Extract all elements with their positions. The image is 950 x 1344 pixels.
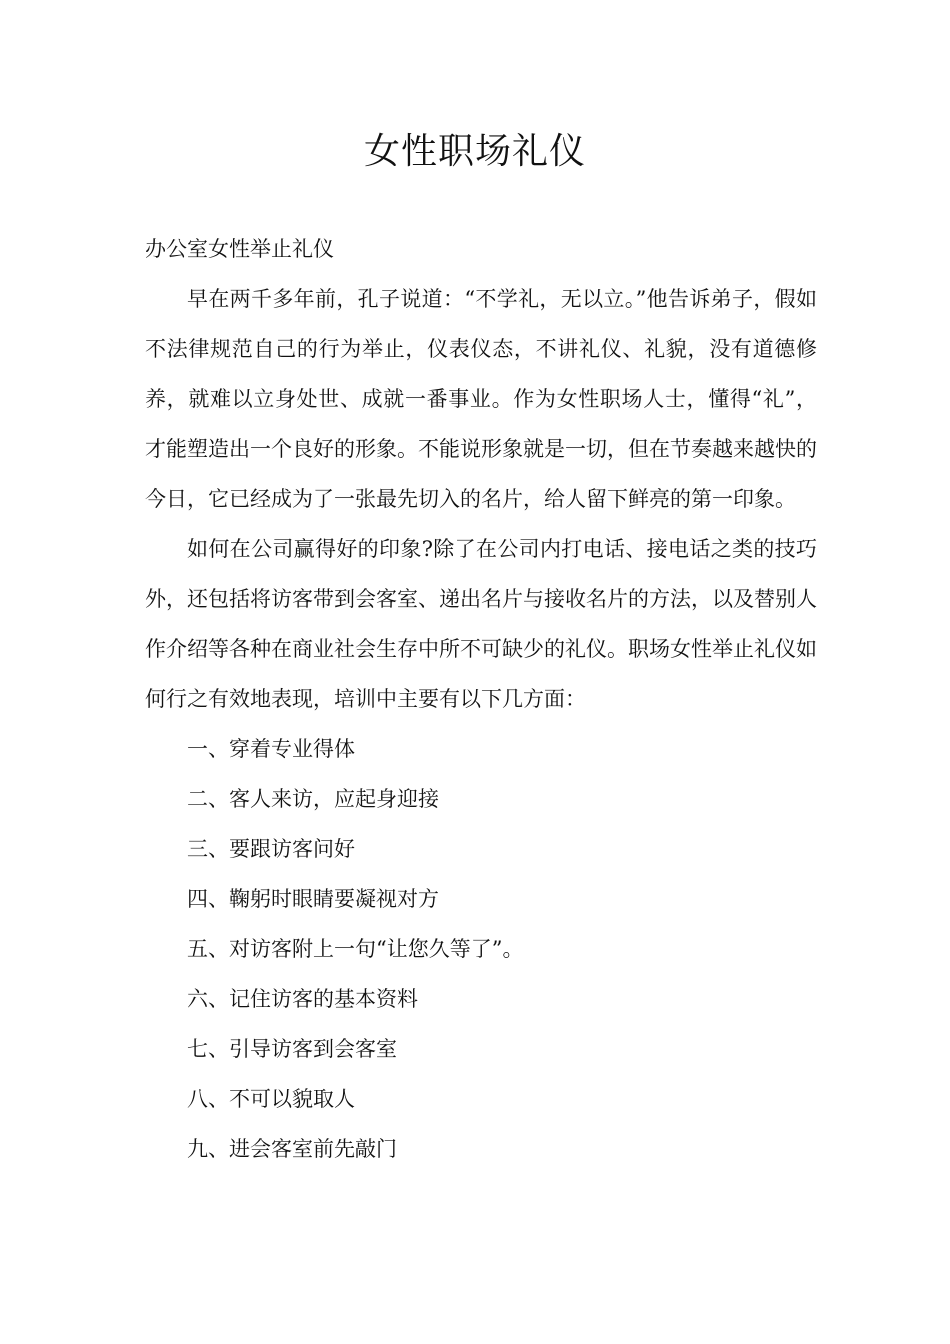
list-item: 五、对访客附上一句“让您久等了”。: [187, 937, 524, 961]
section-heading: 办公室女性举止礼仪: [145, 237, 334, 261]
list-item: 九、进会客室前先敲门: [187, 1137, 397, 1161]
list-item: 二、客人来访，应起身迎接: [187, 787, 439, 811]
document-body: [145, 224, 817, 1174]
list-item: 四、鞠躬时眼睛要凝视对方: [187, 887, 439, 911]
list-item: 一、穿着专业得体: [187, 737, 355, 761]
document-title: 女性职场礼仪: [363, 131, 586, 172]
paragraph-intro: 早在两千多年前，孔子说道：“不学礼，无以立。”他告诉弟子，假如不法律规范自己的行为举止，仪表仪态，不讲礼仪、礼貌，没有道德修养，就难以立身处世、成就一番事业。作为女性职场人士，懂得“礼”，才能塑造出一个良好的形象。不能说形象就是一切，但在节奏越来越快的今日，它已经成为了一张最先切入的名片，给人留下鲜亮的第一印象。: [145, 287, 817, 511]
list-item: 七、引导访客到会客室: [187, 1037, 397, 1061]
list-item: 八、不可以貌取人: [187, 1087, 355, 1111]
list-item: 六、记住访客的基本资料: [187, 987, 418, 1011]
etiquette-list: [145, 724, 817, 1174]
paragraph-topics: 如何在公司赢得好的印象?除了在公司内打电话、接电话之类的技巧外，还包括将访客带到会客室、递出名片与接收名片的方法，以及替别人作介绍等各种在商业社会生存中所不可缺少的礼仪。职场女性举止礼仪如何行之有效地表现，培训中主要有以下几方面：: [145, 537, 817, 711]
list-item: 三、要跟访客问好: [187, 837, 355, 861]
